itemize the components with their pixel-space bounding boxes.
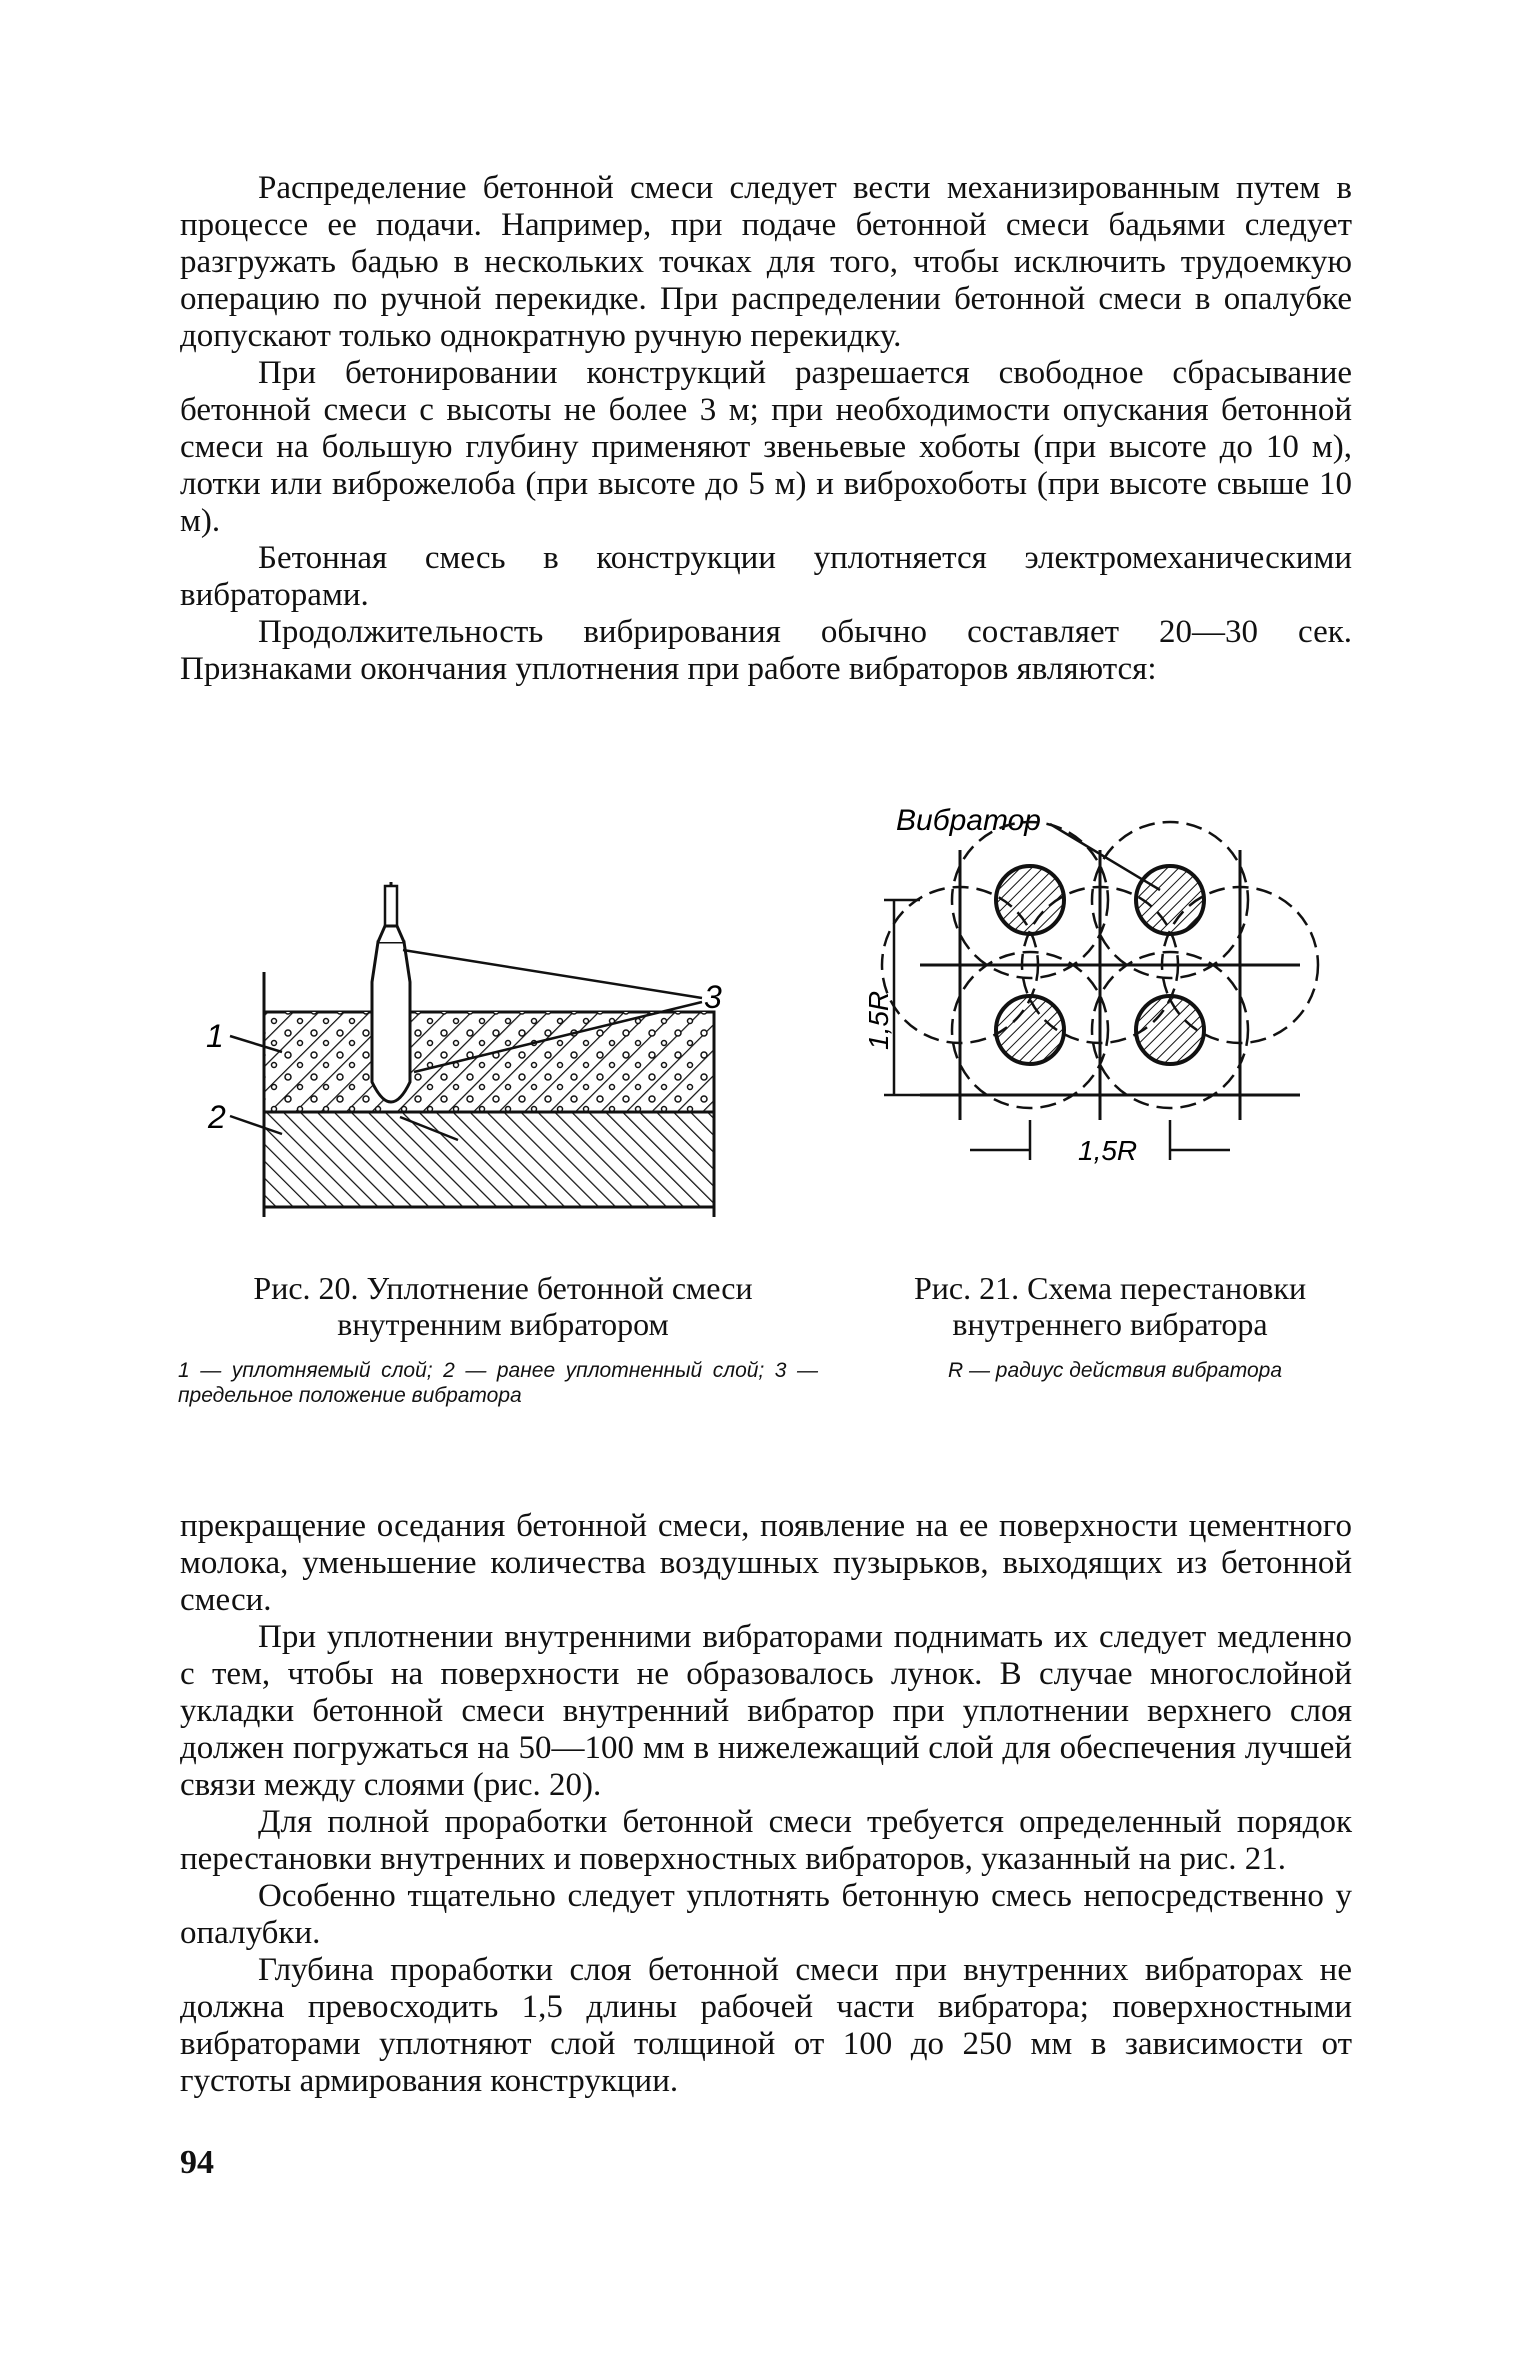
text-block-top [180,170,1352,688]
vibrator-position [1136,996,1204,1064]
dim-horizontal: 1,5R [1078,1135,1138,1166]
paragraph: Бетонная смесь в конструкции уплотняется электромеханическими вибраторами. [180,540,1352,613]
paragraph: Распределение бетонной смеси следует вести механизированным путем в процессе ее подачи. Например, при подаче бетонной смеси бадьями следует разгружать бадью в нескольких точках для того, чтобы исключить трудоемкую операцию по ручной перекидке. При распределении бетонной смеси в опалубке допускают только однократную ручную перекидку. [180,170,1352,354]
vibrator-position [996,996,1064,1064]
dim-vertical: 1,5R [863,990,894,1050]
paragraph: прекращение оседания бетонной смеси, появление на ее поверхности цементного молока, уменьшение количества воздушных пузырьков, выходящих из бетонной смеси. [180,1508,1352,1618]
paragraph: Особенно тщательно следует уплотнять бетонную смесь непосредственно у опалубки. [180,1878,1352,1951]
paragraph: Продолжительность вибрирования обычно составляет 20—30 сек. Признаками окончания уплотнения при работе вибраторов являются: [180,614,1352,687]
figure-20-legend: 1 — уплотняемый слой; 2 — ранее уплотненный слой; 3 — предельное положение вибратора [178,1359,818,1407]
label-1: 1 [206,1018,224,1054]
vibrator-shaft [385,886,397,926]
figure-20-caption: Рис. 20. Уплотнение бетонной смеси внутренним вибратором [253,1270,753,1342]
paragraph: При бетонировании конструкций разрешается свободное сбрасывание бетонной смеси с высоты не более 3 м; при необходимости опускания бетонной смеси на большую глубину применяют звеньевые хоботы (при высоте до 10 м), лотки или виброжелоба (при высоте до 5 м) и виброхоботы (при высоте свыше 10 м). [180,355,1352,539]
vibrator-position [1136,866,1204,934]
page-number: 94 [180,2144,214,2181]
paragraph: Глубина проработки слоя бетонной смеси при внутренних вибраторах не должна превосходить 1,5 длины рабочей части вибратора; поверхностными вибраторами уплотняют слой толщиной от 100 до 250 мм в зависимости от густоты армирования конструкции. [180,1952,1352,2099]
vibrator-position [996,866,1064,934]
paragraph: При уплотнении внутренними вибраторами поднимать их следует медленно с тем, чтобы на поверхности не образовалось лунок. В случае многослойной укладки бетонной смеси внутренний вибратор при уплотнении верхнего слоя должен погружаться на 50—100 мм в нижележащий слой для обеспечения лучшей связи между слоями (рис. 20). [180,1619,1352,1803]
paragraph: Для полной проработки бетонной смеси требуется определенный порядок перестановки внутренних и поверхностных вибраторов, указанный на рис. 21. [180,1804,1352,1877]
figure-21-legend: R — радиус действия вибратора [947,1359,1283,1382]
text-block-bottom [180,1508,1352,2100]
label-2: 2 [208,1099,226,1135]
figure-21-caption: Рис. 21. Схема перестановки внутреннего вибратора [913,1270,1307,1342]
previously-compacted-layer [264,1112,714,1207]
figure-20-drawing [178,872,822,1272]
figure-21-drawing [860,790,1360,1250]
label-3: 3 [704,979,722,1015]
figure-20-diagram [178,872,822,1440]
vibrator-label: Вибратор [896,804,1041,837]
vibrator-body [372,942,410,1102]
